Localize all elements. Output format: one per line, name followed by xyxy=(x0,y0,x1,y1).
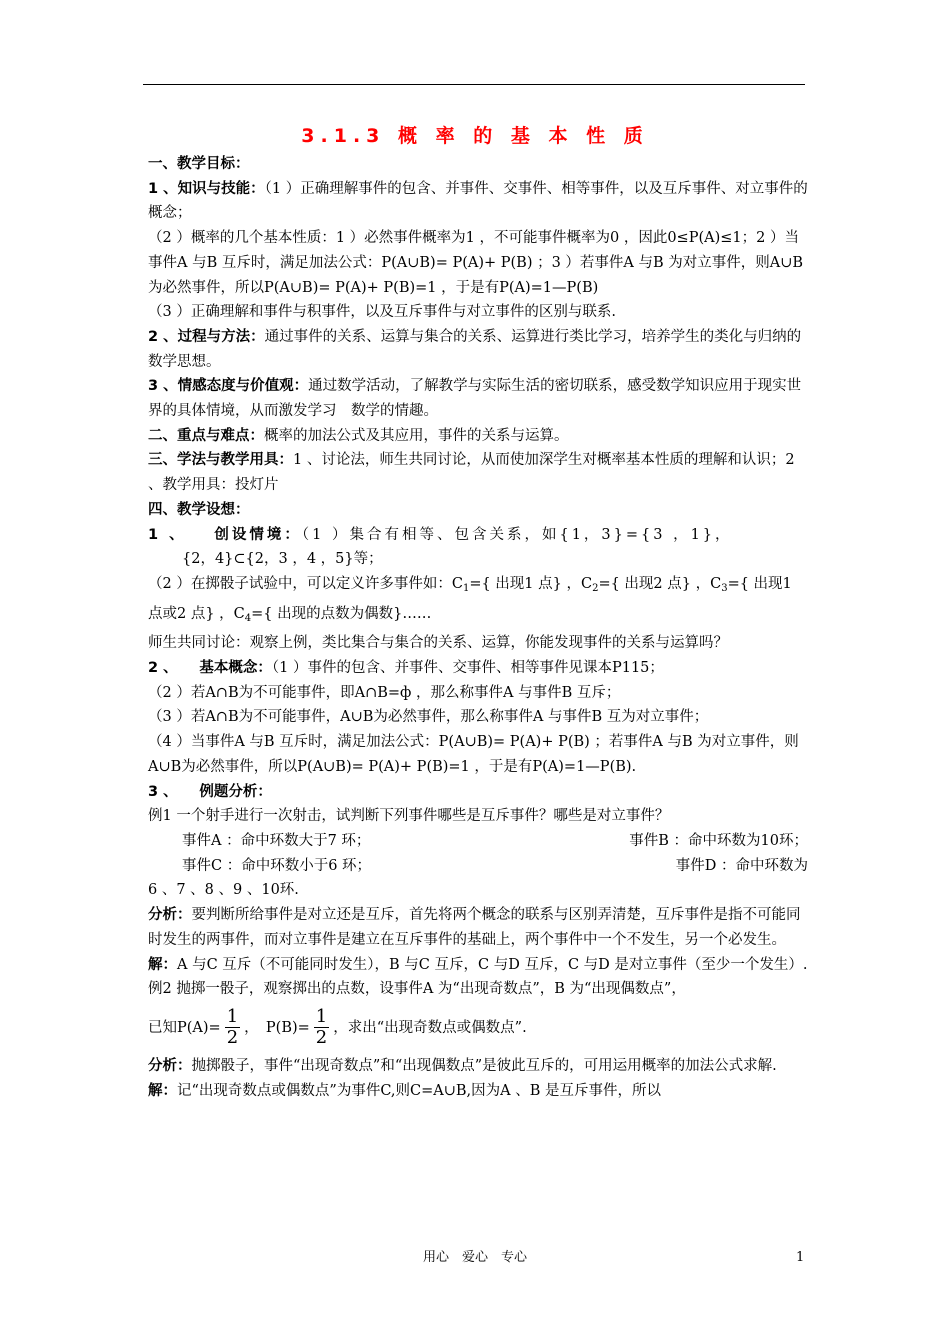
paragraph: 例1 一个射手进行一次射击，试判断下列事件哪些是互斥事件？哪些是对立事件？ xyxy=(148,808,670,825)
label: 解： xyxy=(148,1082,177,1099)
denominator: 2 xyxy=(226,1027,239,1049)
paragraph: {2，4}⊂{2，3 ，4 ，5}等； xyxy=(182,551,383,568)
paragraph xyxy=(148,523,808,548)
numerator: 1 xyxy=(226,1006,239,1028)
denominator: 2 xyxy=(315,1027,328,1049)
formula-line xyxy=(148,1002,808,1054)
section-heading: 一、教学目标： xyxy=(148,156,250,172)
label: 分析： xyxy=(148,1057,192,1074)
text: ={ 出现1 点} ，C xyxy=(469,575,593,592)
label: 1 、 创设情境： xyxy=(148,526,302,543)
paragraph: （3 ）若A∩B为不可能事件，A∪B为必然事件，那么称事件A 与事件B 互为对立事件； xyxy=(148,709,709,726)
section-heading: 3 、 例题分析： xyxy=(148,783,272,800)
event-a: 事件A ：命中环数大于7 环； xyxy=(182,832,371,849)
subscript: 1 xyxy=(462,582,470,594)
subscript: 4 xyxy=(244,612,252,624)
text: ={ 出现的点数为偶数}…… xyxy=(251,605,432,622)
subscript: 3 xyxy=(721,582,728,594)
header-rule xyxy=(143,84,805,85)
paragraph: 师生共同讨论：观察上例，类比集合与集合的关系、运算，你能发现事件的关系与运算吗？ xyxy=(148,635,728,652)
text: 通过事件的关系、运算与集合的关系、运算进行类比学习，培养学生的类化与归纳的数学思想。 xyxy=(148,328,802,370)
text: 要判断所给事件是对立还是互斥，首先将两个概念的联系与区别弄清楚，互斥事件是指不可能同时发生的两事件，而对立事件是建立在互斥事件的基础上，两个事件中一个不发生，另一个必发生。 xyxy=(148,907,801,948)
text: 概率的加法公式及其应用，事件的关系与运算。 xyxy=(264,427,569,444)
paragraph xyxy=(148,572,808,631)
text: ，求出“出现奇数点或偶数点”. xyxy=(333,1019,527,1036)
paragraph: （4 ）当事件A 与B 互斥时，满足加法公式：P(A∪B)= P(A)+ P(B) ；若事件A 与B 为对立事件，则A∪B为必然事件，所以P(A∪B)= P(A)+ P(B)=1 ，于是有P(A)=1—P(B). xyxy=(148,734,799,775)
event-b: 事件B ：命中环数为10环； xyxy=(629,832,808,849)
text: 通过数学活动，了解教学与实际生活的密切联系，感受数学知识应用于现实世界的具体情境，从而激发学习 数学的情趣。 xyxy=(148,378,802,420)
text: （1 ）集合有相等、包含关系，如{1，3}={3 ，1}， xyxy=(301,526,733,543)
document-body xyxy=(148,152,808,1103)
label: 分析： xyxy=(148,907,192,924)
paragraph xyxy=(148,1079,808,1104)
paragraph: （2 ）概率的几个基本性质：1 ）必然事件概率为1 ，不可能事件概率为0 ，因此0≤P(A)≤1；2 ）当事件A 与B 互斥时，满足加法公式：P(A∪B)= P(A)+ P(B) ；3 ）若事件A 与B 为对立事件，则A∪B 为必然事件，所以P(A∪B)= P(A)+ P(B)=1 ，于是有P(A)=1—P(B) xyxy=(148,230,804,296)
label: 解： xyxy=(148,956,177,973)
paragraph xyxy=(148,903,808,952)
fraction xyxy=(314,1007,329,1048)
paragraph: 6 、7 、8 、9 、10环. xyxy=(148,882,299,899)
paragraph: 例2 抛掷一骰子，观察掷出的点数，设事件A 为“出现奇数点”，B 为“出现偶数点”， xyxy=(148,981,686,998)
text: 记“出现奇数点或偶数点”为事件C,则C=A∪B,因为A 、B 是互斥事件，所以 xyxy=(177,1082,661,1099)
label: 三、学法与教学用具： xyxy=(148,452,293,469)
paragraph xyxy=(148,374,808,423)
paragraph xyxy=(148,1054,808,1079)
label: 2 、 基本概念： xyxy=(148,660,272,677)
document-title: 3.1.3 概 率 的 基 本 性 质 xyxy=(301,125,649,147)
page-number: 1 xyxy=(796,1250,805,1265)
text: （2 ）在掷骰子试验中，可以定义许多事件如：C xyxy=(148,575,463,592)
text: 1 、讨论法，师生共同讨论，从而使加深学生对概率基本性质的理解和认识；2 、教学用具：投灯片 xyxy=(148,452,795,494)
text: （1 ）事件的包含、并事件、交事件、相等事件见课本P115； xyxy=(271,660,664,677)
text: 已知P(A)= xyxy=(148,1019,221,1036)
text: 抛掷骰子，事件“出现奇数点”和“出现偶数点”是彼此互斥的，可用运用概率的加法公式求解. xyxy=(191,1057,777,1074)
paragraph xyxy=(148,448,808,497)
event-c: 事件C ：命中环数小于6 环； xyxy=(182,857,372,874)
page-footer: 用心 爱心 专心 xyxy=(422,1250,527,1265)
text: A 与C 互斥（不可能同时发生），B 与C 互斥，C 与D 互斥，C 与D 是对立事件（至少一个发生）. xyxy=(177,956,808,973)
paragraph xyxy=(148,177,808,226)
event-d: 事件D ：命中环数为 xyxy=(675,857,808,874)
fraction xyxy=(225,1007,240,1048)
section-heading: 四、教学设想： xyxy=(148,501,250,518)
text: ={ 出现2 点} ，C xyxy=(598,575,722,592)
event-row xyxy=(148,829,808,854)
label: 2 、过程与方法： xyxy=(148,328,265,345)
text: （1 ）正确理解事件的包含、并事件、交事件、相等事件，以及互斥事件、对立事件的概念； xyxy=(148,180,808,222)
paragraph xyxy=(148,325,808,374)
label: 3 、情感态度与价值观： xyxy=(148,378,309,395)
paragraph xyxy=(148,424,808,449)
numerator: 1 xyxy=(315,1006,328,1028)
paragraph xyxy=(148,656,808,681)
subscript: 2 xyxy=(592,582,599,594)
event-row xyxy=(148,854,808,879)
label: 二、重点与难点： xyxy=(148,427,264,444)
label: 1 、知识与技能： xyxy=(148,180,265,197)
paragraph: （2 ）若A∩B为不可能事件，即A∩B=ф ，那么称事件A 与事件B 互斥； xyxy=(148,684,621,701)
paragraph xyxy=(148,953,808,978)
paragraph: （3 ）正确理解和事件与积事件，以及互斥事件与对立事件的区别与联系. xyxy=(148,304,616,321)
text: ={ 出现1 点或2 点} ，C xyxy=(148,575,792,622)
text: ， P(B)= xyxy=(244,1019,310,1036)
